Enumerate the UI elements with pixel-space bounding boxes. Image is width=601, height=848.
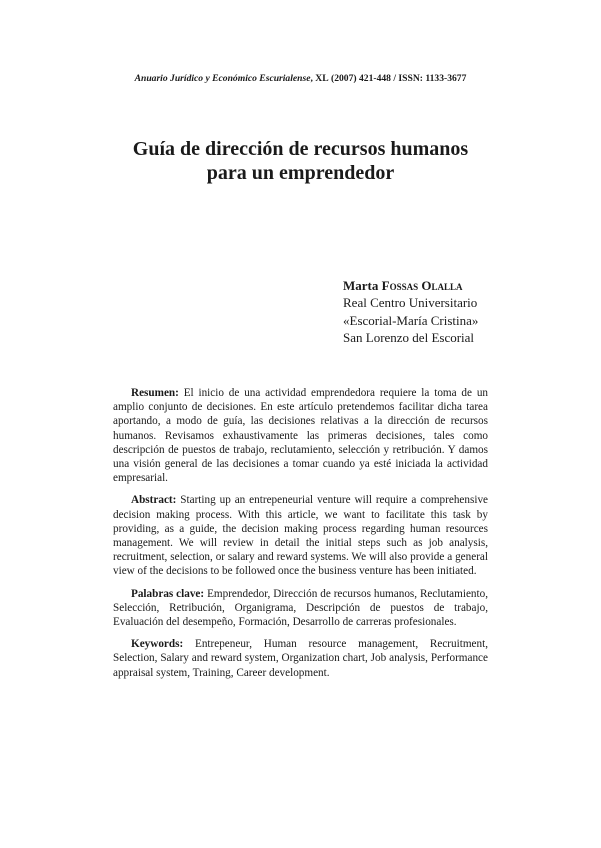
journal-issue-info: (2007) 421-448 / ISSN: 1133-3677 — [331, 73, 467, 84]
abstract-label: Abstract: — [131, 494, 177, 507]
author-block — [343, 277, 478, 347]
keywords-label: Keywords: — [131, 638, 184, 651]
palabras-clave-label: Palabras clave: — [131, 587, 205, 600]
resumen-label: Resumen: — [131, 387, 179, 399]
author-first-name: Marta — [343, 278, 379, 293]
author-affiliation-line-1: Real Centro Universitario — [343, 295, 478, 311]
paper-title-line-1: Guía de dirección de recursos humanos — [132, 138, 469, 160]
keywords-text: Entrepeneur, Human resource management, Recruitment, Selection, Salary and reward system, Organization chart, Job analysis, Performance appraisal system, Training, Career development. — [113, 638, 488, 679]
journal-header: Anuario Jurídico y Económico Escurialense, XL (2007) 421-448 / ISSN: 1133-3677 — [134, 73, 467, 84]
author-affiliation-line-3: San Lorenzo del Escorial — [343, 330, 475, 346]
paper-title — [0, 137, 601, 185]
abstract-paragraph — [113, 493, 488, 578]
abstract-text: Starting up an entrepeneurial venture will require a comprehensive decision making process. With this article, we want to facilitate this task by providing, as a guide, the decision making process regarding human resources management. We will review in detail the initial steps such as job analysis, recruitment, selection, or salary and reward systems. We will also provide a general view of the decisions to be followed once the business venture has been initiated. — [113, 494, 489, 578]
paper-title-line-2: para un emprendedor — [206, 162, 395, 184]
author-affiliation-line-2: «Escorial-María Cristina» — [343, 312, 479, 328]
journal-volume: XL — [315, 73, 329, 84]
resumen-text: El inicio de una actividad emprendedora requiere la toma de un amplio conjunto de decisiones. En este artículo pretendemos facilitar dicha tarea aportando, a modo de guía, las decisiones relativas a la dirección de recursos humanos. Revisamos exhaustivamente las primeras decisiones, tales como descripción de puestos de trabajo, reclutamiento, selección y retribución. Y damos una visión general de las decisiones a tomar cuando ya esté iniciada la actividad empresarial. — [113, 387, 489, 485]
palabras-clave-text: Emprendedor, Dirección de recursos humanos, Reclutamiento, Selección, Retribución, Organigrama, Descripción de puestos de trabajo, Evaluación del desempeño, Formación, Desarrollo de carreras profesionales. — [113, 587, 489, 629]
abstracts-section — [113, 386, 488, 688]
author-name — [343, 277, 478, 294]
resumen-paragraph — [113, 386, 488, 485]
author-surname: Fossas Olalla — [381, 278, 463, 293]
journal-name: Anuario Jurídico y Económico Escurialense — [134, 73, 311, 84]
palabras-clave-paragraph — [113, 587, 488, 630]
keywords-paragraph — [113, 637, 488, 680]
